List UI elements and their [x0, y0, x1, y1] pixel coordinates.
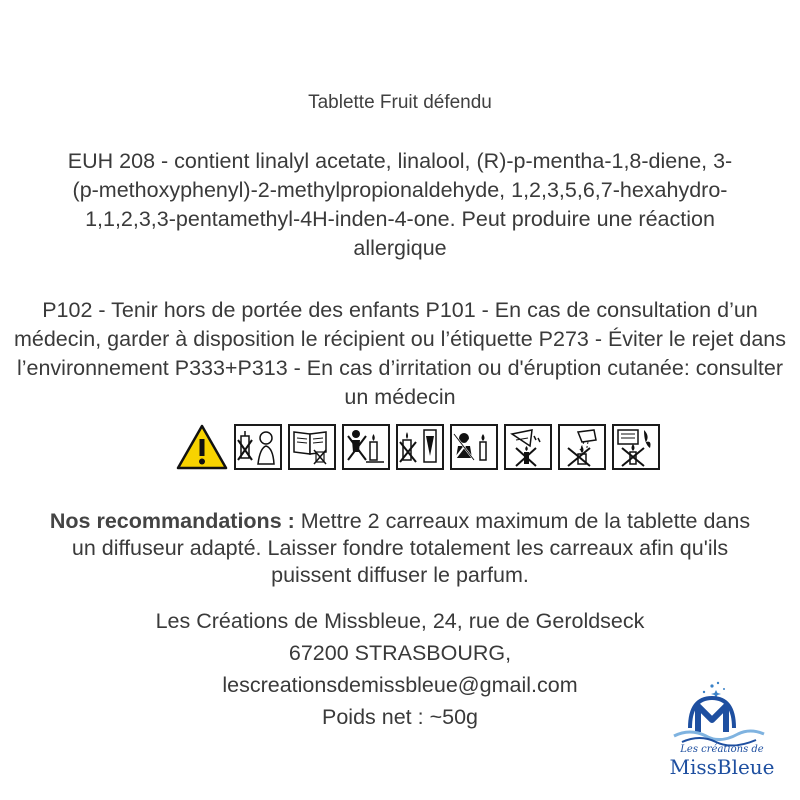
never-leave-unattended-icon	[342, 424, 390, 470]
logo-tagline: Les créations de	[680, 744, 764, 755]
keep-away-from-flammables-icon	[396, 424, 444, 470]
pictogram-row	[176, 423, 660, 471]
recommendations-text: Mettre 2 carreaux maximum de la tablette dans un diffuseur adapté. Laisser fondre totalement les carreaux afin qu'ils puissent diffuser le parfum.	[71, 509, 751, 587]
warning-triangle-icon	[176, 423, 228, 471]
no-draft-icon	[504, 424, 552, 470]
recommendations	[40, 508, 760, 589]
recommendations-heading: Nos recommandations :	[49, 509, 295, 533]
keep-away-from-fire-icon	[612, 424, 660, 470]
address-line-2: 67200 STRASBOURG,	[288, 641, 512, 665]
product-title: Tablette Fruit défendu	[308, 92, 492, 113]
read-instructions-icon	[288, 424, 336, 470]
address-line-1: Les Créations de Missbleue, 24, rue de Geroldseck	[155, 609, 645, 633]
contact-email: lescreationsdemissbleue@gmail.com	[222, 673, 578, 697]
keep-away-from-children-icon	[234, 424, 282, 470]
no-water-extinguish-icon	[558, 424, 606, 470]
precautionary-statements: P102 - Tenir hors de portée des enfants P101 - En cas de consultation d’un médecin, garder à disposition le récipient ou l’étiquette P273 - Éviter le rejet dans l’environnement P333+P313 - En cas d’irritation ou d'éruption cutanée: consulter un médecin	[13, 298, 787, 409]
keep-away-from-pets-icon	[450, 424, 498, 470]
net-weight: Poids net : ~50g	[322, 705, 478, 729]
missbleue-logo	[660, 680, 780, 780]
logo-name: MissBleue	[669, 755, 775, 779]
euh-statement: EUH 208 - contient linalyl acetate, linalool, (R)-p-mentha-1,8-diene, 3-(p-methoxyphenyl)-2-methylpropionaldehyde, 1,2,3,5,6,7-hexahydro-1,1,2,3,3-pentamethyl-4H-inden-4-one. Peut produire une réaction allergique	[67, 149, 733, 260]
